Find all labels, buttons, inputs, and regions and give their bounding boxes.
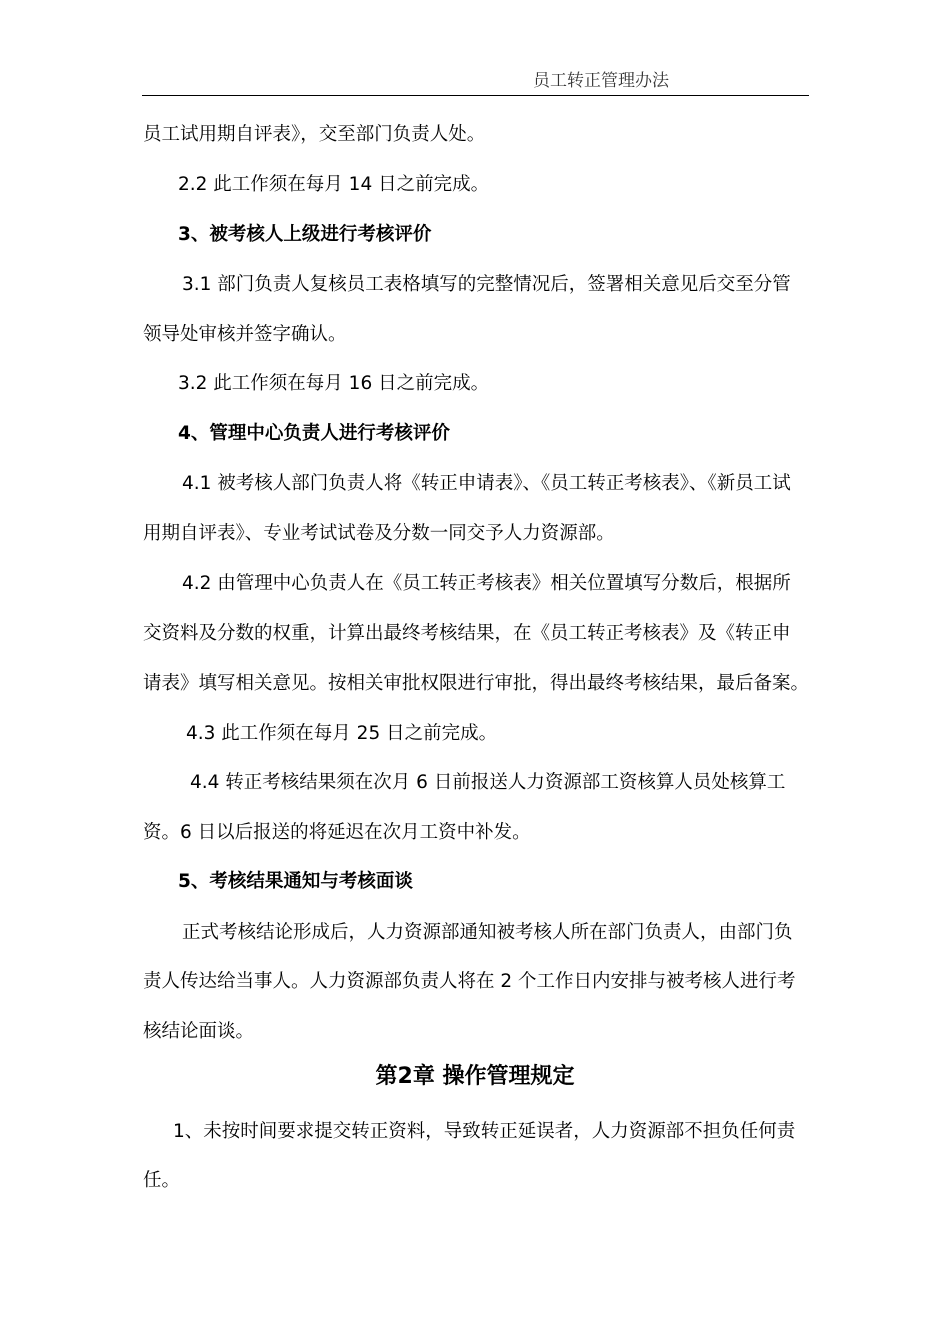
header-title: 员工转正管理办法 <box>533 71 669 91</box>
paragraph-line: 资。6 日以后报送的将延迟在次月工资中补发。 <box>143 822 531 843</box>
paragraph-line: 4.3 此工作须在每月 25 日之前完成。 <box>186 723 498 744</box>
section-heading: 4、管理中心负责人进行考核评价 <box>178 423 450 444</box>
paragraph-line: 交资料及分数的权重，计算出最终考核结果，在《员工转正考核表》及《转正申 <box>143 623 791 644</box>
paragraph-line: 4.1 被考核人部门负责人将《转正申请表》、《员工转正考核表》、《新员工试 <box>182 473 791 494</box>
paragraph-line: 任。 <box>143 1170 181 1191</box>
paragraph-line: 1、未按时间要求提交转正资料，导致转正延误者，人力资源部不担负任何责 <box>173 1121 796 1142</box>
paragraph-line: 3.1 部门负责人复核员工表格填写的完整情况后，签署相关意见后交至分管 <box>182 274 791 295</box>
paragraph-line: 核结论面谈。 <box>143 1021 255 1042</box>
paragraph-line: 责人传达给当事人。人力资源部负责人将在 2 个工作日内安排与被考核人进行考 <box>143 971 796 992</box>
paragraph-line: 员工试用期自评表》，交至部门负责人处。 <box>143 124 486 145</box>
paragraph-line: 3.2 此工作须在每月 16 日之前完成。 <box>178 373 490 394</box>
chapter-title: 第2章 操作管理规定 <box>375 1064 575 1089</box>
paragraph-line: 领导处审核并签字确认。 <box>143 324 347 345</box>
paragraph-line: 用期自评表》、专业考试试卷及分数一同交予人力资源部。 <box>143 523 615 544</box>
page-header <box>142 64 809 96</box>
paragraph-line: 2.2 此工作须在每月 14 日之前完成。 <box>178 174 490 195</box>
paragraph-line: 4.4 转正考核结果须在次月 6 日前报送人力资源部工资核算人员处核算工 <box>190 772 786 793</box>
section-heading: 3、被考核人上级进行考核评价 <box>178 224 432 245</box>
paragraph-line: 4.2 由管理中心负责人在《员工转正考核表》相关位置填写分数后，根据所 <box>182 573 791 594</box>
paragraph-line: 请表》填写相关意见。按相关审批权限进行审批，得出最终考核结果，最后备案。 <box>143 673 810 694</box>
section-heading: 5、考核结果通知与考核面谈 <box>178 871 413 892</box>
paragraph-line: 正式考核结论形成后，人力资源部通知被考核人所在部门负责人，由部门负 <box>182 922 793 943</box>
